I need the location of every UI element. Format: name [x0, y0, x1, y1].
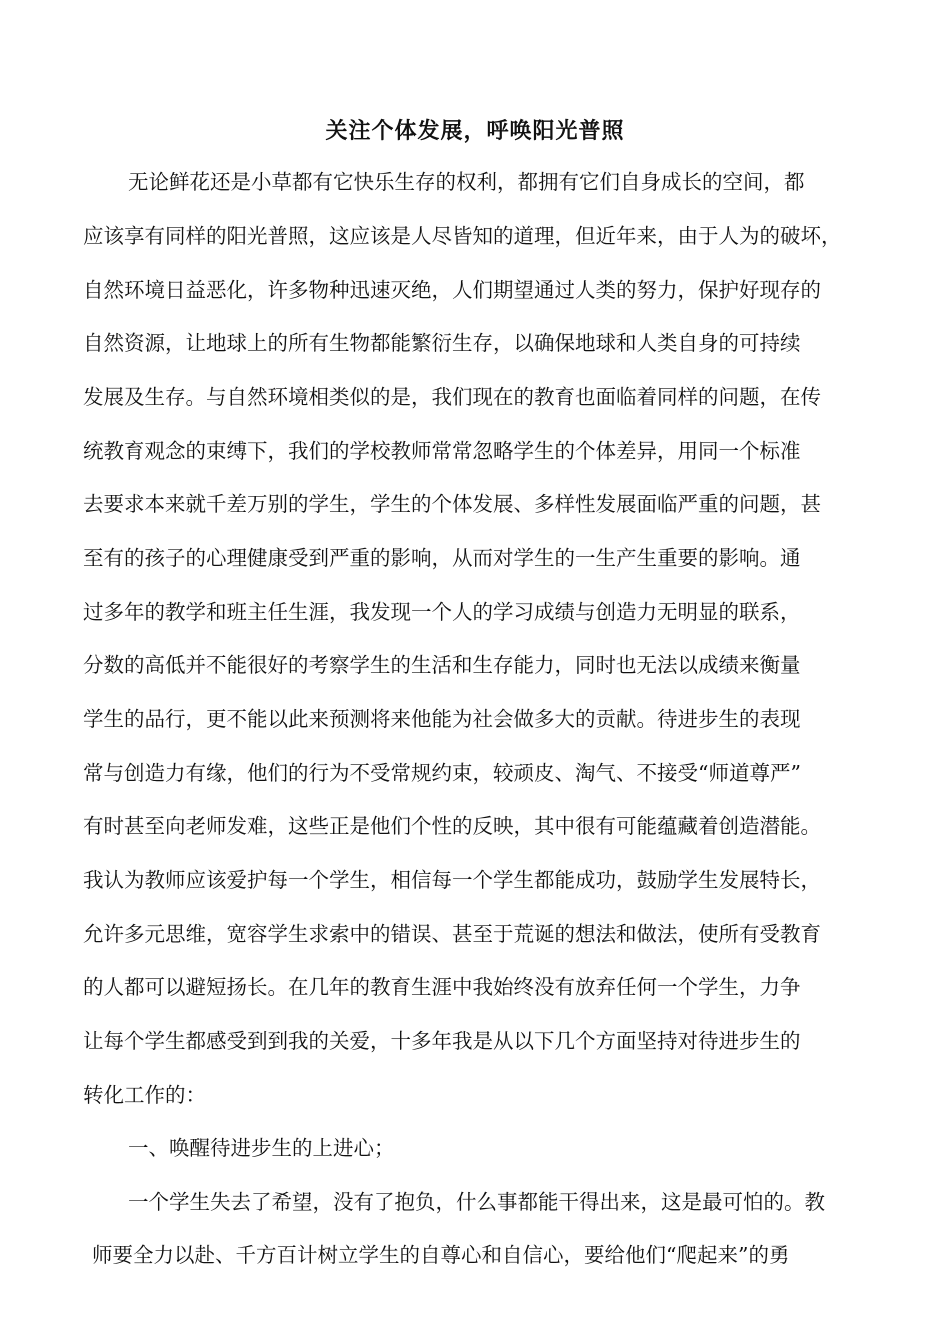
paragraph-line: 师要全力以赴、千方百计树立学生的自尊心和自信心，要给他们“爬起来”的勇 — [92, 1243, 790, 1267]
paragraph-line: 统教育观念的束缚下，我们的学校教师常常忽略学生的个体差异，用同一个标准 — [83, 439, 801, 463]
paragraph-line: 学生的品行，更不能以此来预测将来他能为社会做多大的贡献。待进步生的表现 — [83, 707, 801, 731]
paragraph-line: 允许多元思维，宽容学生求索中的错误、甚至于荒诞的想法和做法，使所有受教育 — [83, 922, 821, 946]
paragraph-line: 转化工作的： — [83, 1083, 206, 1107]
paragraph-line: 发展及生存。与自然环境相类似的是，我们现在的教育也面临着同样的问题，在传 — [83, 385, 821, 409]
section-heading: 一、唤醒待进步生的上进心； — [128, 1136, 395, 1160]
paragraph-line: 自然环境日益恶化，许多物种迅速灭绝，人们期望通过人类的努力，保护好现存的 — [83, 278, 821, 302]
paragraph-line: 应该享有同样的阳光普照，这应该是人尽皆知的道理，但近年来，由于人为的破坏， — [83, 224, 842, 248]
paragraph-line: 分数的高低并不能很好的考察学生的生活和生存能力，同时也无法以成绩来衡量 — [83, 653, 801, 677]
paragraph-line: 的人都可以避短扬长。在几年的教育生涯中我始终没有放弃任何一个学生，力争 — [83, 975, 801, 999]
paragraph-line: 常与创造力有缘，他们的行为不受常规约束，较顽皮、淘气、不接受“师道尊严” — [83, 761, 801, 785]
paragraph-line: 一个学生失去了希望，没有了抱负，什么事都能干得出来，这是最可怕的。教 — [128, 1190, 825, 1214]
paragraph-line: 让每个学生都感受到到我的关爱，十多年我是从以下几个方面坚持对待进步生的 — [83, 1029, 801, 1053]
paragraph-line: 我认为教师应该爱护每一个学生，相信每一个学生都能成功，鼓励学生发展特长， — [83, 868, 821, 892]
document-title: 关注个体发展，呼唤阳光普照 — [325, 119, 625, 144]
paragraph-line: 去要求本来就千差万别的学生，学生的个体发展、多样性发展面临严重的问题，甚 — [83, 492, 821, 516]
paragraph-line: 自然资源，让地球上的所有生物都能繁衍生存，以确保地球和人类自身的可持续 — [83, 331, 801, 355]
paragraph-line: 过多年的教学和班主任生涯，我发现一个人的学习成绩与创造力无明显的联系， — [83, 600, 801, 624]
paragraph-line: 至有的孩子的心理健康受到严重的影响，从而对学生的一生产生重要的影响。通 — [83, 546, 801, 570]
paragraph-line: 无论鲜花还是小草都有它快乐生存的权利，都拥有它们自身成长的空间，都 — [128, 170, 805, 194]
paragraph-line: 有时甚至向老师发难，这些正是他们个性的反映，其中很有可能蕴藏着创造潜能。 — [83, 814, 821, 838]
